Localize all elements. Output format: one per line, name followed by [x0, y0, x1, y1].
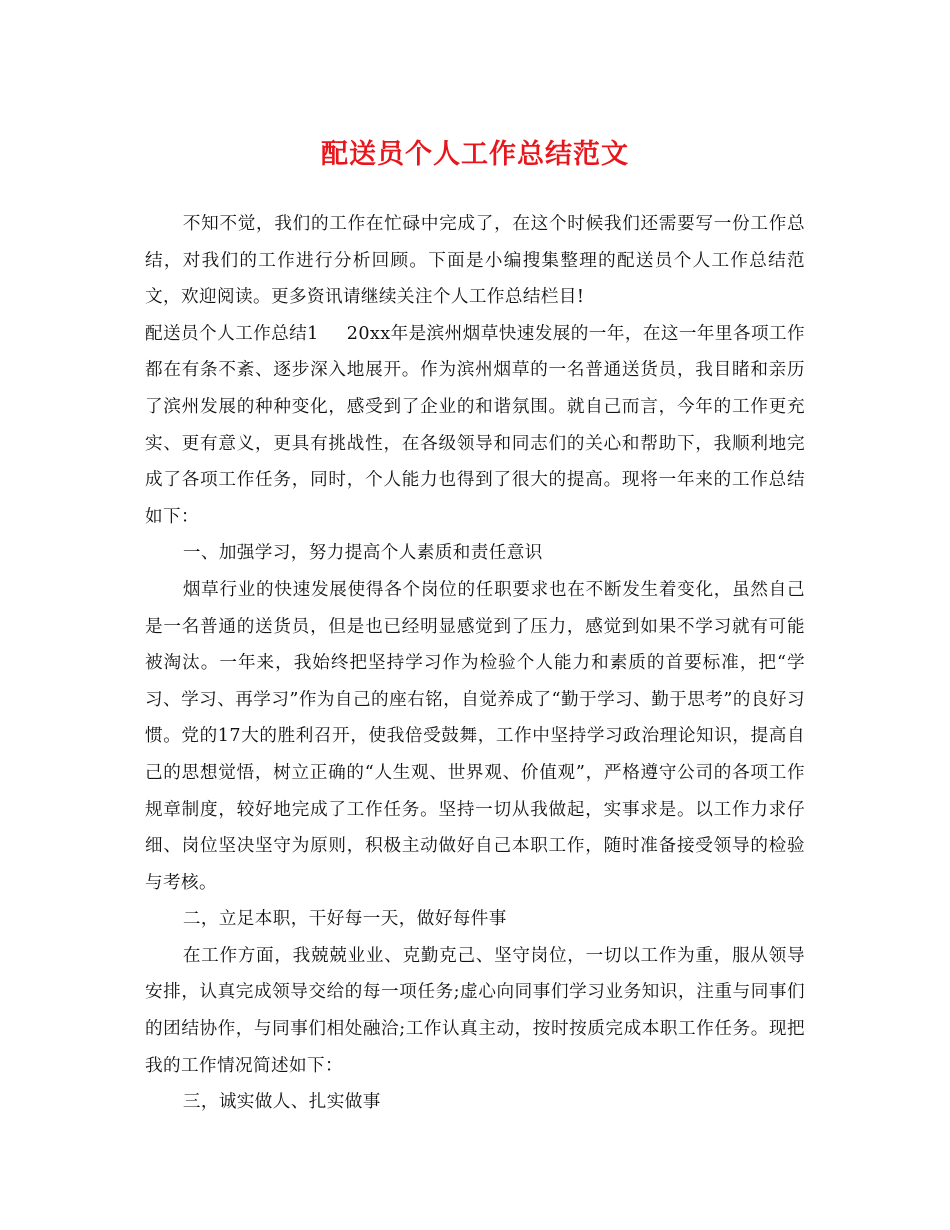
section1-heading: 配送员个人工作总结1 — [145, 323, 319, 344]
study-paragraph: 烟草行业的快速发展使得各个岗位的任职要求也在不断发生着变化，虽然自己是一名普通的送货员，但是也已经明显感觉到了压力，感觉到如果不学习就有可能被淘汰。一年来，我始终把坚持学习作为检验个人能力和素质的首要标准，把“学习、学习、再学习”作为自己的座右铭，自觉养成了“勤于学习、勤于思考”的良好习惯。党的17大的胜利召开，使我倍受鼓舞，工作中坚持学习政治理论知识，提高自己的思想觉悟，树立正确的“人生观、世界观、价值观”，严格遵守公司的各项工作规章制度，较好地完成了工作任务。坚持一切从我做起，实事求是。以工作力求仔细、岗位坚决坚守为原则，积极主动做好自己本职工作，随时准备接受领导的检验与考核。 — [145, 579, 805, 893]
section-heading-3: 三，诚实做人、扎实做事 — [182, 1092, 381, 1113]
work-paragraph: 在工作方面，我兢兢业业、克勤克己、坚守岗位，一切以工作为重，服从领导安排，认真完成领导交给的每一项任务;虚心向同事们学习业务知识，注重与同事们的团结协作，与同事们相处融洽;工作认真主动，按时按质完成本职工作任务。现把我的工作情况简述如下： — [145, 945, 805, 1076]
document-body — [145, 206, 805, 1121]
section-heading-1: 一、加强学习，努力提高个人素质和责任意识 — [182, 543, 543, 564]
section1-text: 20xx年是滨州烟草快速发展的一年，在这一年里各项工作都在有条不紊、逐步深入地展开。作为滨州烟草的一名普通送货员，我目睹和亲历了滨州发展的种种变化，感受到了企业的和谐氛围。就自己而言，今年的工作更充实、更有意义，更具有挑战性，在各级领导和同志们的关心和帮助下，我顺利地完成了各项工作任务，同时，个人能力也得到了很大的提高。现将一年来的工作总结如下： — [145, 323, 805, 527]
section1-paragraph — [145, 316, 805, 536]
document-title: 配送员个人工作总结范文 — [321, 139, 629, 170]
section-heading-2: 二，立足本职，干好每一天，做好每件事 — [182, 909, 507, 930]
intro-paragraph: 不知不觉，我们的工作在忙碌中完成了，在这个时候我们还需要写一份工作总结，对我们的工作进行分析回顾。下面是小编搜集整理的配送员个人工作总结范文，欢迎阅读。更多资讯请继续关注个人工作总结栏目! — [145, 214, 805, 308]
